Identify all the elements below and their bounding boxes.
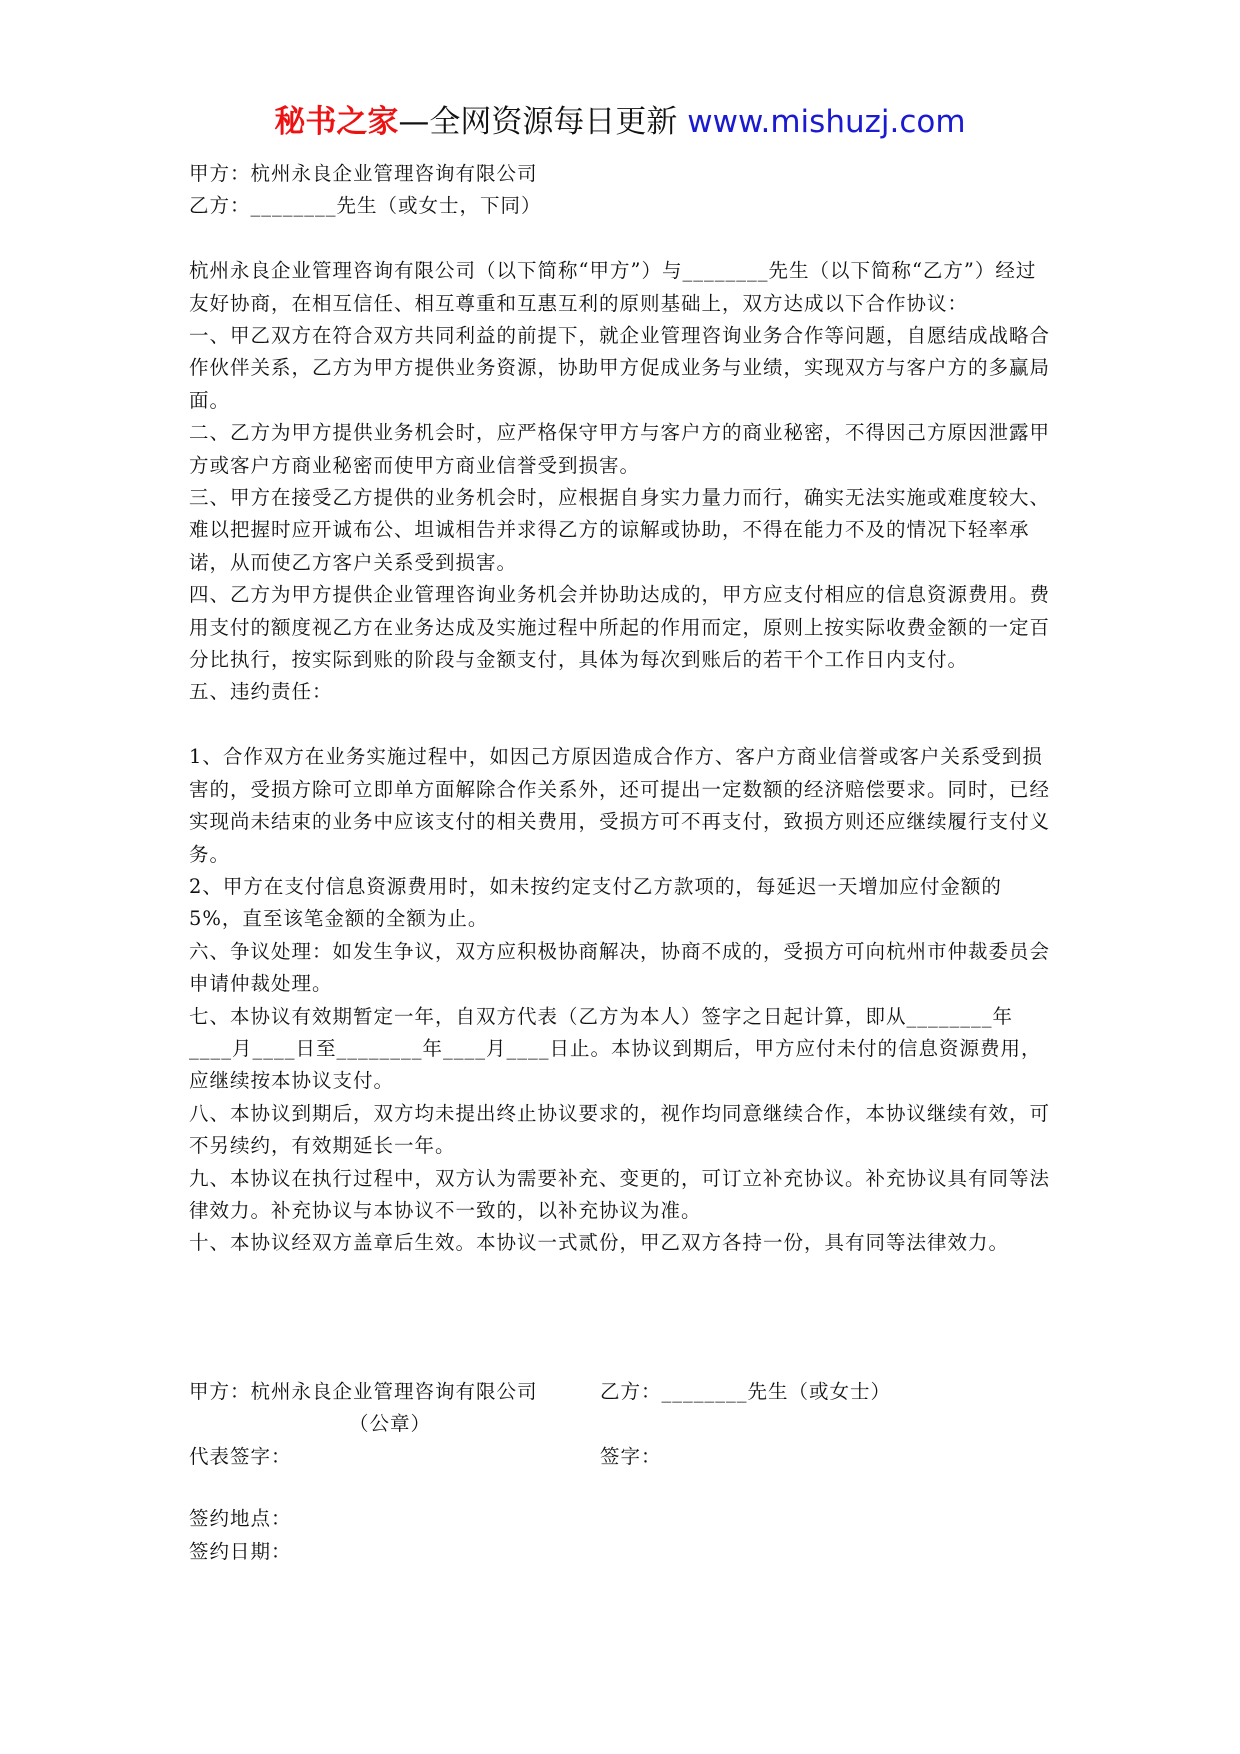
clause-2: 二、乙方为甲方提供业务机会时，应严格保守甲方与客户方的商业秘密，不得因己方原因泄露甲方或客户方商业秘密而使甲方商业信誉受到损害。 (189, 421, 1051, 477)
spacer (189, 709, 1055, 741)
clause-5-item-2: 2、甲方在支付信息资源费用时，如未按约定支付乙方款项的，每延迟一天增加应付金额的5%，直至该笔金额的全额为止。 (189, 874, 1002, 931)
clause-3: 三、甲方在接受乙方提供的业务机会时，应根据自身实力量力而行，确实无法实施或难度较大、难以把握时应开诚布公、坦诚相告并求得乙方的谅解或协助，不得在能力不及的情况下轻率承诺，从而使乙方客户关系受到损害。 (189, 486, 1051, 574)
clause-8: 八、本协议到期后，双方均未提出终止协议要求的，视作均同意继续合作，本协议继续有效，可不另续约，有效期延长一年。 (189, 1101, 1051, 1158)
spacer (189, 1473, 1055, 1503)
rep-sign-label: 代表签字： (189, 1444, 292, 1468)
website-link[interactable]: www.mishuzj.com (687, 104, 966, 140)
party-b-line: 乙方：________先生（或女士，下同） (189, 194, 542, 218)
clause-4: 四、乙方为甲方提供企业管理咨询业务机会并协助达成的，甲方应支付相应的信息资源费用。费用支付的额度视乙方在业务达成及实施过程中所起的作用而定，原则上按实际收费金额的一定百分比执行，按实际到账的阶段与金额支付，具体为每次到账后的若干个工作日内支付。 (189, 583, 1051, 672)
sign-place-label: 签约地点： (189, 1507, 292, 1531)
agreement-body (189, 158, 1055, 1260)
place-row (189, 1503, 1055, 1535)
seal-row (189, 1408, 1055, 1440)
clause-5-title: 五、违约责任： (189, 680, 333, 704)
site-header (0, 100, 1240, 144)
clause-9: 九、本协议在执行过程中，双方认为需要补充、变更的，可订立补充协议。补充协议具有同等法律效力。补充协议与本协议不一致的，以补充协议为准。 (189, 1166, 1051, 1222)
spacer (189, 223, 1055, 255)
date-row (189, 1536, 1055, 1568)
clause-5-item-1: 1、合作双方在业务实施过程中，如因己方原因造成合作方、客户方商业信誉或客户关系受到损害的，受损方除可立即单方面解除合作关系外，还可提出一定数额的经济赔偿要求。同时，已经实现尚未结束的业务中应该支付的相关费用，受损方可不再支付，致损方则还应继续履行支付义务。 (189, 745, 1051, 866)
header-tagline: —全网资源每日更新 (398, 104, 688, 140)
signature-block (189, 1376, 1055, 1568)
sign-label: 签字： (600, 1444, 662, 1468)
sign-row (189, 1441, 1055, 1473)
clause-1: 一、甲乙双方在符合双方共同利益的前提下，就企业管理咨询业务合作等问题，自愿结成战略合作伙伴关系，乙方为甲方提供业务资源，协助甲方促成业务与业绩，实现双方与客户方的多赢局面。 (189, 324, 1051, 412)
brand-name: 秘书之家 (274, 104, 399, 140)
clause-10: 十、本协议经双方盖章后生效。本协议一式贰份，甲乙双方各持一份，具有同等法律效力。 (189, 1231, 1010, 1255)
signature-parties-row (189, 1376, 1055, 1408)
seal-label: （公章） (349, 1412, 432, 1436)
party-a-line: 甲方：杭州永良企业管理咨询有限公司 (189, 162, 538, 185)
sign-date-label: 签约日期： (189, 1539, 292, 1563)
clause-7: 七、本协议有效期暂定一年，自双方代表（乙方为本人）签字之日起计算，即从________年____月____日至________年____月____日止。本协议到期后，甲方应付未付的信息资源费用，应继续按本协议支付。 (189, 1004, 1042, 1093)
signature-party-a: 甲方：杭州永良企业管理咨询有限公司 (189, 1380, 538, 1403)
intro-paragraph: 杭州永良企业管理咨询有限公司（以下简称“甲方”）与________先生（以下简称“乙方”）经过友好协商，在相互信任、相互尊重和互惠互利的原则基础上，双方达成以下合作协议： (189, 259, 1037, 315)
clause-6: 六、争议处理：如发生争议，双方应积极协商解决，协商不成的，受损方可向杭州市仲裁委员会申请仲裁处理。 (189, 939, 1051, 996)
signature-party-b: 乙方：________先生（或女士） (600, 1380, 892, 1403)
